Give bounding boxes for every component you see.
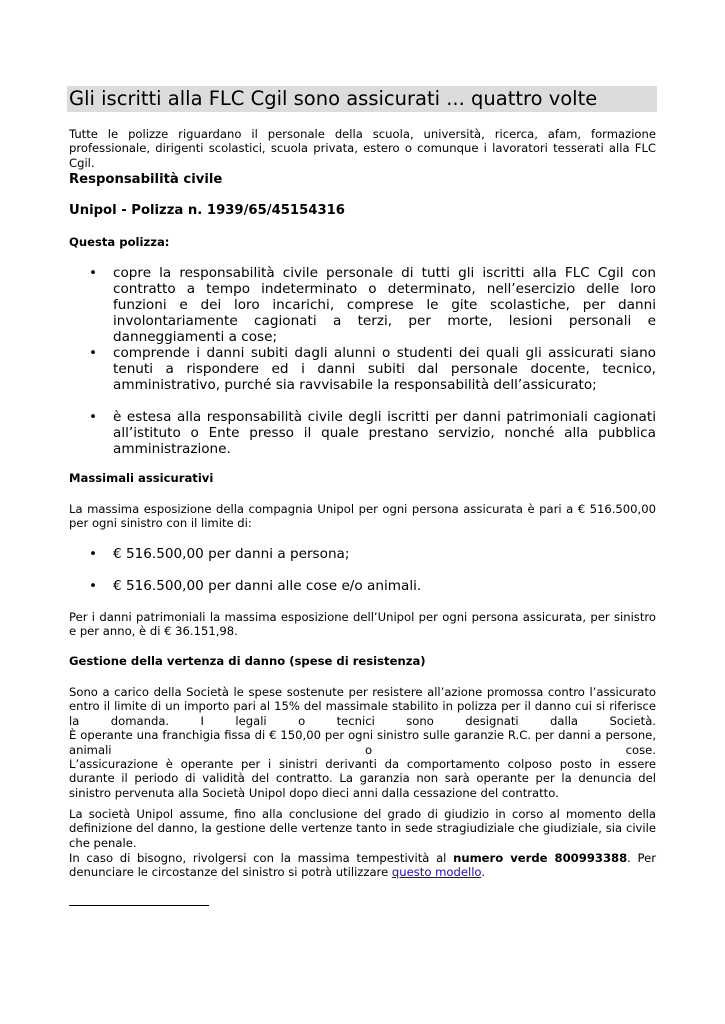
contact-paragraph	[69, 851, 656, 880]
coverage-list-2	[69, 345, 656, 393]
massimali-paragraph	[69, 502, 656, 531]
massimale-item	[69, 546, 656, 562]
bullet-icon: •	[89, 265, 98, 281]
intro-text: Tutte le polizze riguardano il personale della scuola, università, ricerca, afam, formazione professionale, dirigenti scolastici, scuola privata, estero o comunque i lavoratori tesserati alla FLC Cgil.	[69, 127, 656, 170]
massimali-heading	[69, 471, 656, 485]
massimali-text: La massima esposizione della compagnia Unipol per ogni persona assicurata è pari a € 516.500,00 per ogni sinistro con il limite di:	[69, 502, 656, 531]
unipol-text: La società Unipol assume, fino alla conclusione del grado di giudizio in corso al momento della definizione del danno, la gestione delle vertenze tanto in sede stragiudiziale che giudiziale, sia civile che penale.	[69, 807, 656, 850]
contact-mid: . Per denunciare le circostanze del sinistro si potrà utilizzare	[69, 851, 656, 880]
gestione-text-1: Sono a carico della Società le spese sostenute per resistere all’azione promossa contro l’assicurato entro il limite di un importo pari al 15% del massimale stabilito in polizza per il danno cui si riferisce la domanda. I legali o tecnici sono designati dalla Società.	[69, 685, 656, 728]
gestione-paragraph	[69, 685, 656, 800]
massimali-title: Massimali assicurativi	[69, 471, 214, 485]
toll-free-number: numero verde 800993388	[453, 851, 628, 865]
form-link[interactable]: questo modello	[391, 865, 482, 880]
footnote-separator	[69, 905, 209, 906]
contact-end: .	[481, 865, 486, 880]
intro-paragraph	[69, 127, 656, 170]
coverage-item	[69, 265, 656, 345]
coverage-item-text: copre la responsabilità civile personale di tutti gli iscritti alla FLC Cgil con contratto a tempo indeterminato o determinato, nell’esercizio delle loro funzioni e dei loro incarichi, comprese le gite scolastiche, per danni involontariamente cagionati a terzi, per morte, lesioni personali e danneggiamenti a cose;	[113, 265, 656, 345]
bullet-icon: •	[89, 345, 98, 361]
massimale-item	[69, 578, 656, 594]
unipol-paragraph	[69, 807, 656, 850]
policy-title: Unipol - Polizza n. 1939/65/45154316	[69, 203, 345, 218]
gestione-heading	[69, 654, 656, 668]
contact-text	[69, 851, 656, 880]
policy-heading	[69, 203, 656, 219]
bullet-icon: •	[89, 578, 98, 594]
coverage-item	[69, 409, 656, 457]
gestione-title: Gestione della vertenza di danno (spese di resistenza)	[69, 654, 426, 668]
page-title: Gli iscritti alla FLC Cgil sono assicurati ... quattro volte	[69, 87, 598, 110]
section-heading	[69, 172, 656, 188]
patrimoniali-paragraph	[69, 610, 656, 639]
bullet-icon: •	[89, 546, 98, 562]
coverage-item-text: è estesa alla responsabilità civile degli iscritti per danni patrimoniali cagionati all’istituto o Ente presso il quale prestano servizio, nonché alla pubblica amministrazione.	[113, 409, 656, 457]
bullet-icon: •	[89, 409, 98, 425]
coverage-list	[69, 265, 656, 345]
massimali-list	[69, 546, 656, 562]
gestione-text-3: L’assicurazione è operante per i sinistri derivanti da comportamento colposo posto in essere durante il periodo di validità del contratto. La garanzia non sarà operante per la denuncia del sinistro pervenuta alla Società Unipol dopo dieci anni dalla cessazione del contratto.	[69, 757, 656, 800]
questa-polizza-label: Questa polizza:	[69, 235, 170, 249]
massimale-item-text: € 516.500,00 per danni alle cose e/o animali.	[113, 578, 422, 594]
patrimoniali-text: Per i danni patrimoniali la massima esposizione dell’Unipol per ogni persona assicurata, per sinistro e per anno, è di € 36.151,98.	[69, 610, 656, 639]
coverage-item-text: comprende i danni subiti dagli alunni o studenti dei quali gli assicurati siano tenuti a rispondere ed i danni subiti dal personale docente, tecnico, amministrativo, purché sia ravvisabile la responsabilità dell’assicurato;	[113, 345, 656, 393]
massimale-item-text: € 516.500,00 per danni a persona;	[113, 546, 350, 562]
coverage-list-3	[69, 409, 656, 457]
gestione-text-2: È operante una franchigia fissa di € 150,00 per ogni sinistro sulle garanzie R.C. per danni a persone, animali o cose.	[69, 728, 656, 757]
massimali-list-2	[69, 578, 656, 594]
section-title: Responsabilità civile	[69, 172, 223, 187]
contact-pre: In caso di bisogno, rivolgersi con la massima tempestività al	[69, 851, 454, 865]
coverage-item	[69, 345, 656, 393]
questa-polizza-heading	[69, 235, 656, 249]
